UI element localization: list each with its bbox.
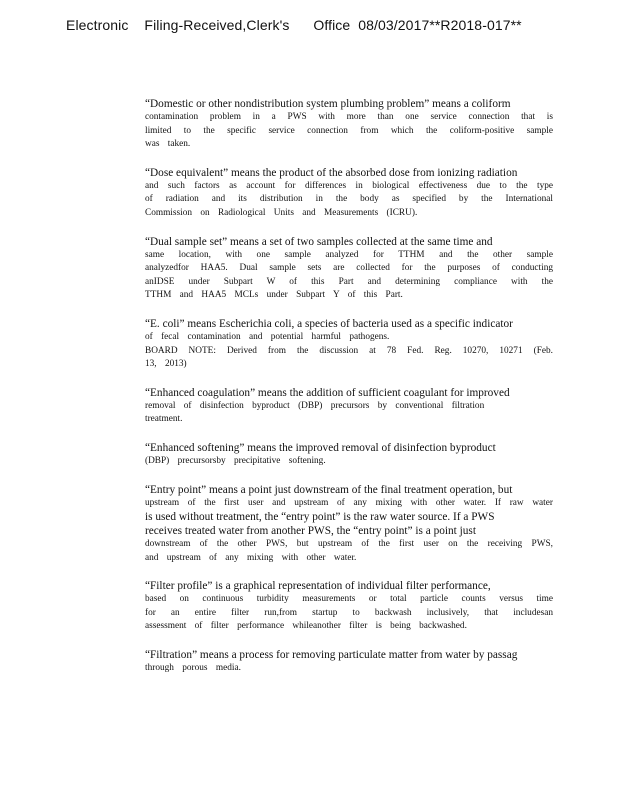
definition-line: “Entry point” means a point just downstream of the final treatment operation, but xyxy=(145,483,513,496)
definition-line: contamination problem in a PWS with more than one service connection that is xyxy=(145,112,553,122)
definition-line: “Enhanced softening” means the improved removal of disinfection byproduct xyxy=(145,441,496,454)
definition-line: limited to the specific service connection from which the coliform-positive sample xyxy=(145,125,553,136)
definition-line: same location, with one sample analyzed for TTHM and the other sample xyxy=(145,249,553,260)
definition-line: analyzedfor HAA5. Dual sample sets are collected for the purposes of conducting xyxy=(145,263,553,274)
definition-line: based on continuous turbidity measurements or total particle counts versus time xyxy=(145,594,553,605)
definition-line: and upstream of any mixing with other water. xyxy=(145,552,357,563)
definition-line: and such factors as account for differences in biological effectiveness due to the type xyxy=(145,180,553,191)
filing-stamp-header: Electronic Filing-Received,Clerk's Office 08/03/2017**R2018-017** xyxy=(66,17,522,33)
definition-dose-equivalent xyxy=(145,166,553,221)
definition-line: downstream of the other PWS, but upstream of the first user on the receiving PWS, xyxy=(145,539,553,550)
definition-line: TTHM and HAA5 MCLs under Subpart Y of this Part. xyxy=(145,290,403,301)
definition-line: through porous media. xyxy=(145,663,241,674)
definition-line: of radiation and its distribution in the body as specified by the International xyxy=(145,194,553,205)
definition-line: “E. coli” means Escherichia coli, a species of bacteria used as a specific indicator xyxy=(145,317,513,330)
definition-line: anIDSE under Subpart W of this Part and determining compliance with the xyxy=(145,276,553,287)
definition-dual-sample-set xyxy=(145,235,553,303)
definition-line: was taken. xyxy=(145,139,191,150)
definition-enhanced-softening xyxy=(145,441,553,469)
definition-line: “Filtration” means a process for removing particulate matter from water by passag xyxy=(145,649,518,662)
definition-line: BOARD NOTE: Derived from the discussion at 78 Fed. Reg. 10270, 10271 (Feb. xyxy=(145,345,553,356)
definition-domestic-plumbing-problem xyxy=(145,97,553,152)
definition-line: 13, 2013) xyxy=(145,359,187,370)
definition-line: is used without treatment, the “entry point” is the raw water source. If a PWS xyxy=(145,511,495,524)
definition-line: “Domestic or other nondistribution system plumbing problem” means a coliform xyxy=(145,98,511,110)
definition-line: receives treated water from another PWS, the “entry point” is a point just xyxy=(145,525,476,538)
definition-line: “Dual sample set” means a set of two samples collected at the same time and xyxy=(145,235,493,248)
definition-line: upstream of the first user and upstream of any mixing with other water. If raw water xyxy=(145,497,553,508)
definition-line: for an entire filter run,from startup to backwash inclusively, that includesan xyxy=(145,607,553,618)
definition-filter-profile xyxy=(145,579,553,634)
definition-line: treatment. xyxy=(145,414,183,425)
definition-line: removal of disinfection byproduct (DBP) precursors by conventional filtration xyxy=(145,400,485,411)
definition-entry-point xyxy=(145,483,553,566)
definition-line: “Dose equivalent” means the product of the absorbed dose from ionizing radiation xyxy=(145,166,518,179)
definition-line: of fecal contamination and potential harmful pathogens. xyxy=(145,331,390,342)
definition-line: assessment of filter performance whileanother filter is being backwashed. xyxy=(145,621,467,632)
definition-enhanced-coagulation xyxy=(145,386,553,427)
definition-filtration xyxy=(145,648,553,676)
definition-line: “Enhanced coagulation” means the addition of sufficient coagulant for improved xyxy=(145,386,510,399)
definition-line: “Filter profile” is a graphical representation of individual filter performance, xyxy=(145,580,491,593)
definition-e-coli xyxy=(145,317,553,372)
definition-line: (DBP) precursorsby precipitative softening. xyxy=(145,455,326,466)
definitions-body xyxy=(145,97,553,690)
definition-line: Commission on Radiological Units and Measurements (ICRU). xyxy=(145,207,418,218)
